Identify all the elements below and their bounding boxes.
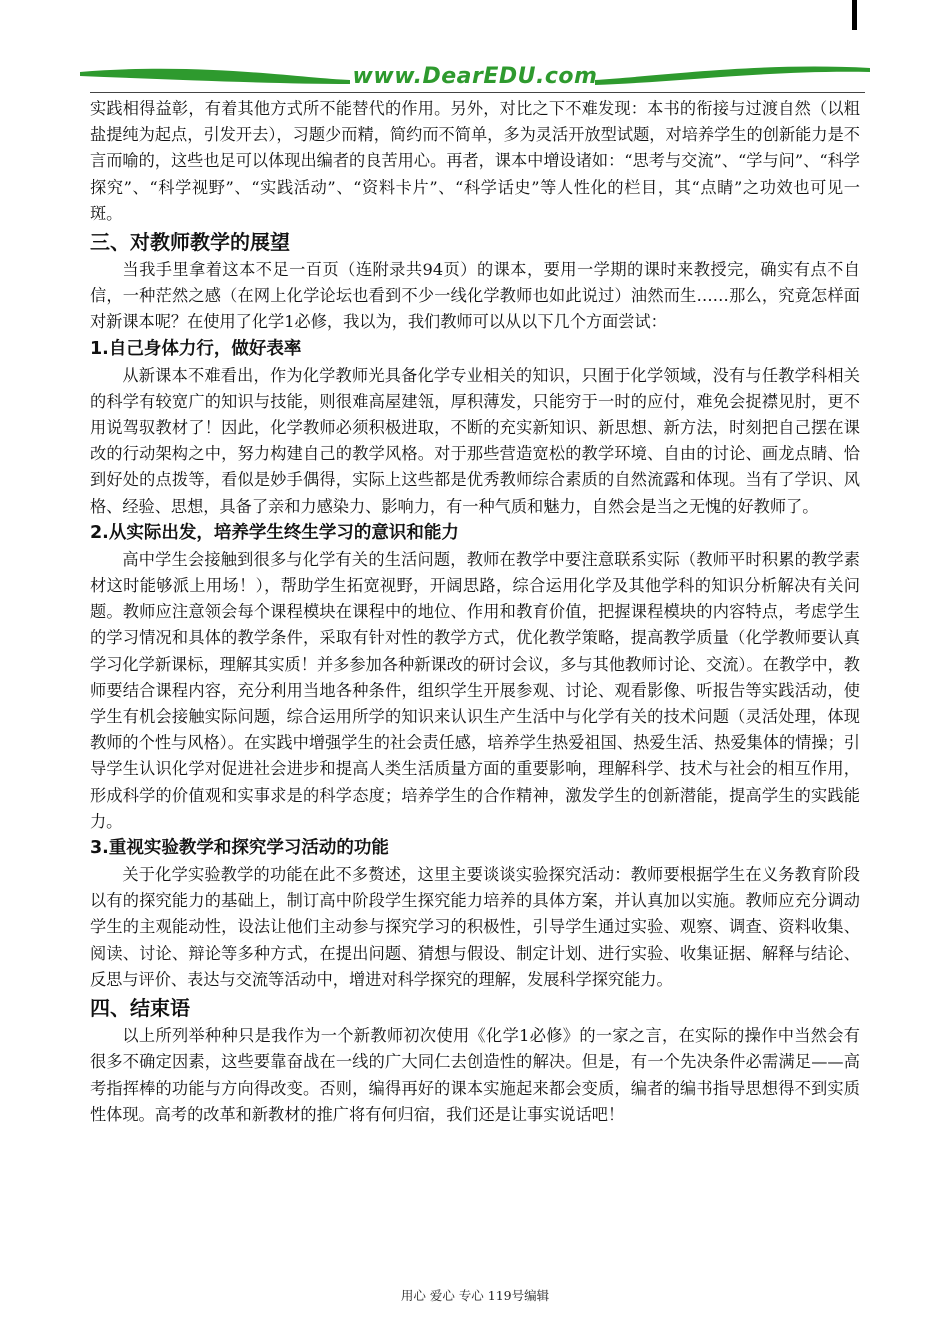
item1-paragraph: 从新课本不难看出，作为化学教师光具备化学专业相关的知识，只囿于化学领域，没有与任教学科相关的科学有较宽广的知识与技能，则很难高屋建瓴，厚积薄发，只能穷于一时的应付，难免会捉襟见肘，更不用说驾驭教材了！因此，化学教师必须积极进取，不断的充实新知识、新思想、新方法，时刻把自己摆在课改的行动架构之中，努力构建自己的教学风格。对于那些营造宽松的教学环境、自由的讨论、画龙点睛、恰到好处的点拨等，看似是妙手偶得，实际上这些都是优秀教师综合素质的自然流露和体现。当有了学识、风格、经验、思想，具备了亲和力感染力、影响力，有一种气质和魅力，自然会是当之无愧的好教师了。 — [90, 365, 860, 516]
item3-paragraph: 关于化学实验教学的功能在此不多赘述，这里主要谈谈实验探究活动：教师要根据学生在义务教育阶段以有的探究能力的基础上，制订高中阶段学生探究能力培养的具体方案，并认真加以实施。教师应充分调动学生的主观能动性，设法让他们主动参与探究学习的积极性，引导学生通过实验、观察、调查、资料收集、阅读、讨论、辩论等多种方式，在提出问题、猜想与假设、制定计划、进行实验、收集证据、解释与结论、反思与评价、表达与交流等活动中，增进对科学探究的理解，发展科学探究能力。 — [90, 865, 860, 989]
intro-paragraph: 实践相得益彰，有着其他方式所不能替代的作用。另外，对比之下不难发现：本书的衔接与过渡自然（以粗盐提纯为起点，引发开去），习题少而精，简约而不简单，多为灵活开放型试题，对培养学生的创新能力是不言而喻的，这些也足可以体现出编者的良苦用心。再者，课本中增设诸如：“思考与交流”、“学与问”、“科学探究”、“科学视野”、“实践活动”、“资料卡片”、“科学话史”等人性化的栏目，其“点睛”之功效也可见一斑。 — [90, 99, 860, 223]
section3-heading: 三、对教师教学的展望 — [90, 230, 290, 255]
document-body — [90, 96, 860, 1128]
header-rule — [90, 92, 865, 93]
item3-heading: 3.重视实验教学和探究学习活动的功能 — [90, 838, 389, 859]
site-url-logo: www.DearEDU.com — [352, 64, 598, 89]
item2-paragraph: 高中学生会接触到很多与化学有关的生活问题，教师在教学中要注意联系实际（教师平时积累的教学素材这时能够派上用场！），帮助学生拓宽视野，开阔思路，综合运用化学及其他学科的知识分析解决有关问题。教师应注意领会每个课程模块在课程中的地位、作用和教育价值，把握课程模块的内容特点，考虑学生的学习情况和具体的教学条件，采取有针对性的教学方式，优化教学策略，提高教学质量（化学教师要认真学习化学新课标，理解其实质！并多参加各种新课改的研讨会议，多与其他教师讨论、交流）。在教学中，教师要结合课程内容，充分利用当地各种条件，组织学生开展参观、讨论、观看影像、听报告等实践活动，使学生有机会接触实际问题，综合运用所学的知识来认识生产生活中与化学有关的技术问题（灵活处理，体现教师的个性与风格）。在实践中增强学生的社会责任感，培养学生热爱祖国、热爱生活、热爱集体的情操；引导学生认识化学对促进社会进步和提高人类生活质量方面的重要影响，理解科学、技术与社会的相互作用，形成科学的价值观和实事求是的科学态度；培养学生的合作精神，激发学生的创新潜能，提高学生的实践能力。 — [90, 549, 860, 831]
page-footer: 用心 爱心 专心 119号编辑 — [400, 1288, 550, 1303]
section3-intro: 当我手里拿着这本不足一百页（连附录共94页）的课本，要用一学期的课时来教授完，确实有点不自信，一种茫然之感（在网上化学论坛也看到不少一线化学教师也如此说过）油然而生……那么，究竟怎样面对新课本呢？在使用了化学1必修，我以为，我们教师可以从以下几个方面尝试： — [90, 260, 860, 332]
section4-heading: 四、结束语 — [90, 996, 190, 1021]
item1-heading: 1.自己身体力行，做好表率 — [90, 338, 302, 359]
page-corner-mark — [852, 0, 857, 30]
item2-heading: 2.从实际出发，培养学生终生学习的意识和能力 — [90, 522, 459, 543]
section4-paragraph: 以上所列举种种只是我作为一个新教师初次使用《化学1必修》的一家之言，在实际的操作中当然会有很多不确定因素，这些要靠奋战在一线的广大同仁去创造性的解决。但是，有一个先决条件必需满足——高考指挥棒的功能与方向得改变。否则，编得再好的课本实施起来都会变质，编者的编书指导思想得不到实质性体现。高考的改革和新教材的推广将有何归宿，我们还是让事实说话吧！ — [90, 1026, 860, 1124]
